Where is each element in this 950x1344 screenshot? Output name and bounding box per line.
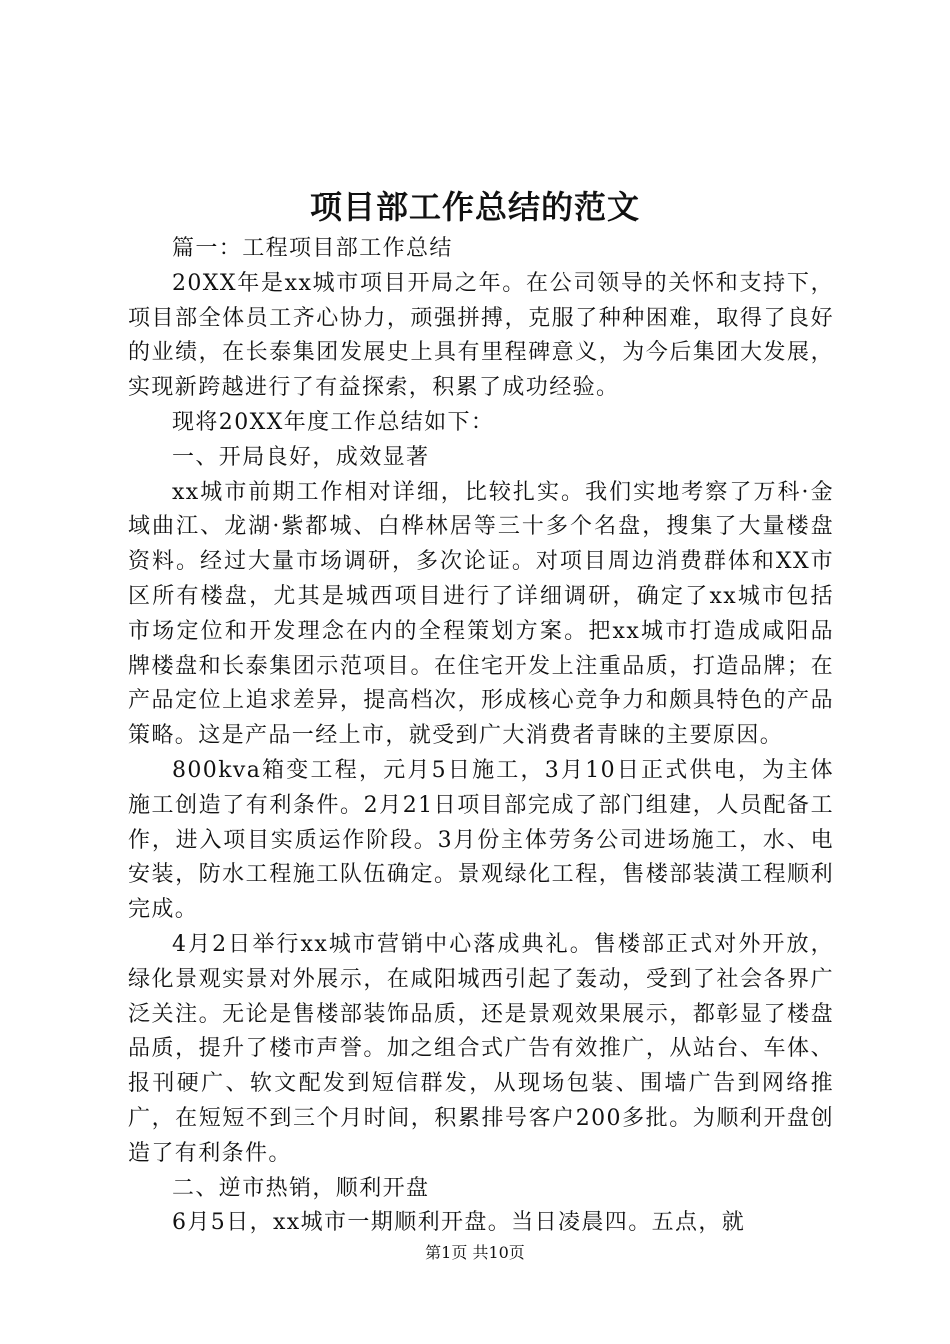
- body-paragraph: 800kva箱变工程，元月5日施工，3月10日正式供电，为主体施工创造了有利条件。2月21日项目部完成了部门组建，人员配备工作，进入项目实质运作阶段。3月份主体劳务公司进场施工，水、电安装，防水工程施工队伍确定。景观绿化工程，售楼部装潢工程顺利完成。: [128, 757, 834, 923]
- section-heading-1: 一、开局良好，成效显著: [172, 444, 430, 470]
- body-paragraph: 6月5日，xx城市一期顺利开盘。当日凌晨四。五点，就: [172, 1210, 746, 1236]
- body-paragraph: xx城市前期工作相对详细，比较扎实。我们实地考察了万科·金域曲江、龙湖·紫都城、白桦林居等三十多个名盘，搜集了大量楼盘资料。经过大量市场调研，多次论证。对项目周边消费群体和XX市区所有楼盘，尤其是城西项目进行了详细调研，确定了xx城市包括市场定位和开发理念在内的全程策划方案。把xx城市打造成咸阳品牌楼盘和长泰集团示范项目。在住宅开发上注重品质，打造品牌；在产品定位上追求差异，提高档次，形成核心竞争力和颇具特色的产品策略。这是产品一经上市，就受到广大消费者青睐的主要原因。: [128, 479, 834, 749]
- body-paragraph: 4月2日举行xx城市营销中心落成典礼。售楼部正式对外开放，绿化景观实景对外展示，在咸阳城西引起了轰动，受到了社会各界广泛关注。无论是售楼部装饰品质，还是景观效果展示，都彰显了楼盘品质，提升了楼市声誉。加之组合式广告有效推广，从站台、车体、报刊硬广、软文配发到短信群发，从现场包装、围墙广告到网络推广，在短短不到三个月时间，积累排号客户200多批。为顺利开盘创造了有利条件。: [128, 931, 834, 1166]
- section-heading-2: 二、逆市热销，顺利开盘: [172, 1175, 430, 1201]
- page-number-footer: 第1页 共10页: [425, 1243, 525, 1262]
- intro-paragraph: 20XX年是xx城市项目开局之年。在公司领导的关怀和支持下，项目部全体员工齐心协力，顽强拼搏，克服了种种困难，取得了良好的业绩，在长泰集团发展史上具有里程碑意义，为今后集团大发展，实现新跨越进行了有益探索，积累了成功经验。: [128, 270, 834, 401]
- summary-lead-paragraph: 现将20XX年度工作总结如下：: [172, 409, 495, 435]
- section-heading-part-one: 篇一：工程项目部工作总结: [172, 236, 453, 261]
- document-title: 项目部工作总结的范文: [309, 188, 640, 226]
- document-body: [128, 232, 834, 1241]
